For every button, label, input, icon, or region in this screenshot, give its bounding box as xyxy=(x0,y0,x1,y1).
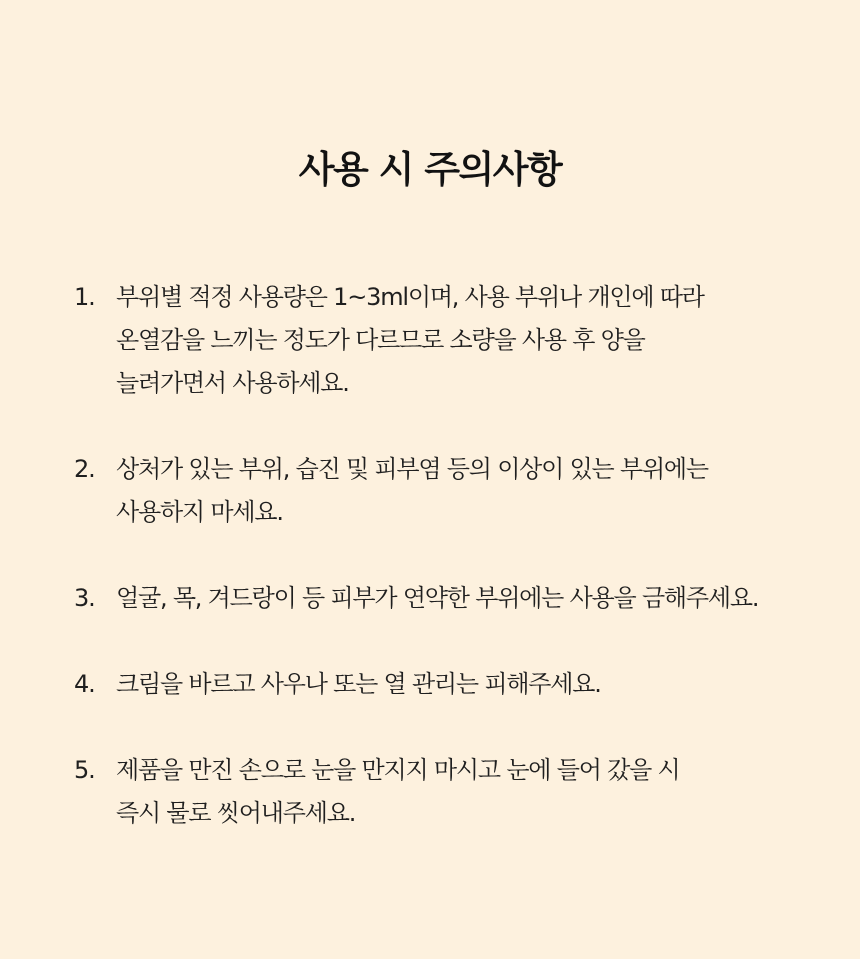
item-line: 크림을 바르고 사우나 또는 열 관리는 피해주세요. xyxy=(116,670,601,698)
list-item xyxy=(74,749,834,835)
item-number: 2. xyxy=(74,455,95,483)
item-line: 늘려가면서 사용하세요. xyxy=(116,369,349,397)
item-number: 3. xyxy=(74,584,95,612)
list-item xyxy=(74,663,834,706)
item-text xyxy=(116,276,834,405)
list-item xyxy=(74,448,834,534)
item-line: 제품을 만진 손으로 눈을 만지지 마시고 눈에 들어 갔을 시 xyxy=(116,756,680,784)
item-text xyxy=(116,577,834,620)
item-number: 4. xyxy=(74,670,95,698)
page-title: 사용 시 주의사항 xyxy=(298,148,562,191)
item-line: 얼굴, 목, 겨드랑이 등 피부가 연약한 부위에는 사용을 금해주세요. xyxy=(116,584,759,612)
item-number: 1. xyxy=(74,283,95,311)
item-line: 부위별 적정 사용량은 1~3ml이며, 사용 부위나 개인에 따라 xyxy=(116,283,704,311)
list-item xyxy=(74,276,834,405)
item-text xyxy=(116,749,834,835)
item-line: 사용하지 마세요. xyxy=(116,498,283,526)
list-item xyxy=(74,577,834,620)
item-line: 온열감을 느끼는 정도가 다르므로 소량을 사용 후 양을 xyxy=(116,326,645,354)
item-line: 상처가 있는 부위, 습진 및 피부염 등의 이상이 있는 부위에는 xyxy=(116,455,708,483)
item-text xyxy=(116,663,834,706)
item-text xyxy=(116,448,834,534)
caution-list xyxy=(74,276,834,878)
item-line: 즉시 물로 씻어내주세요. xyxy=(116,799,356,827)
item-number: 5. xyxy=(74,756,95,784)
